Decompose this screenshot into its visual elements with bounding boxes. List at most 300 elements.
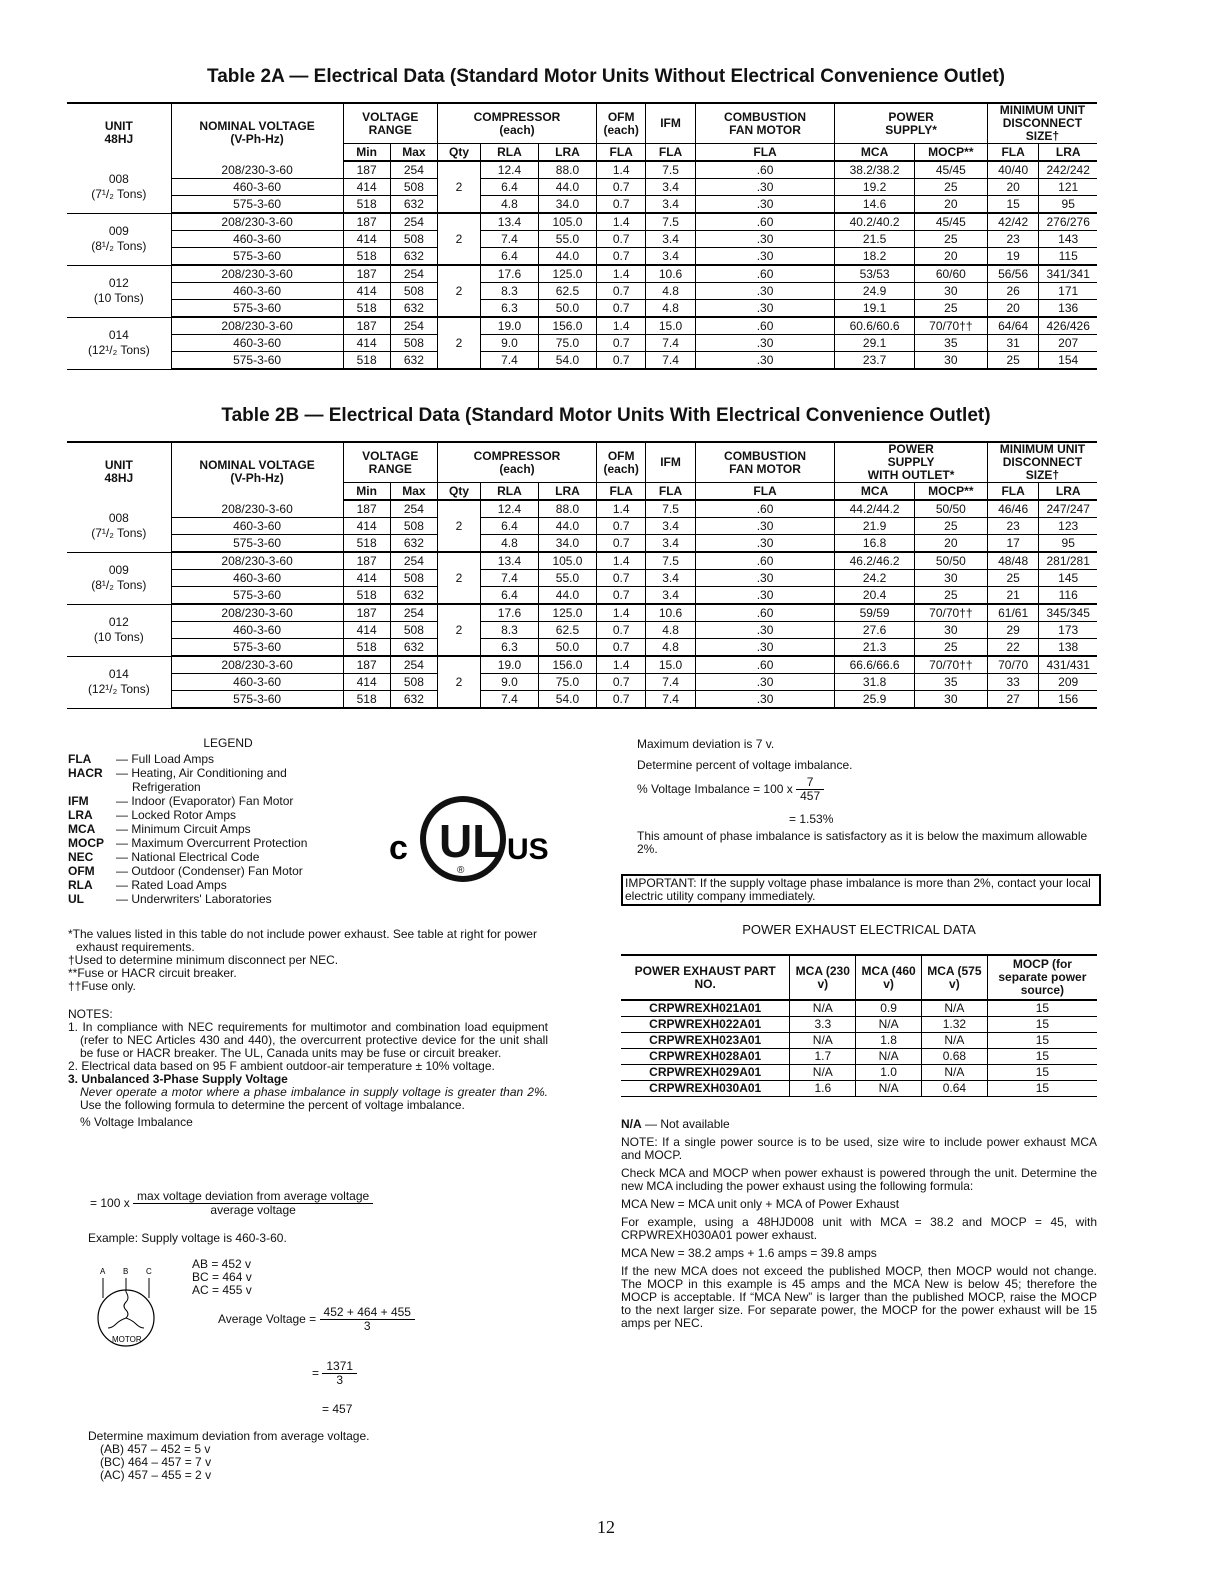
- ofm-fla-cell: 0.7: [596, 570, 645, 587]
- table-row: [67, 604, 1097, 622]
- lra-cell: 50.0: [538, 300, 596, 318]
- lra-cell: 44.0: [538, 518, 596, 535]
- ofm-fla-cell: 1.4: [596, 317, 645, 335]
- lra-cell: 105.0: [538, 552, 596, 570]
- ifm-fla-cell: 7.4: [646, 674, 695, 691]
- qty-cell: 2: [438, 317, 481, 369]
- combustion-fla-cell: .60: [695, 552, 835, 570]
- voltage-min-cell: 518: [343, 691, 390, 709]
- voltage-min-cell: 518: [343, 196, 390, 214]
- voltage-bc: BC = 464 v: [192, 1270, 252, 1284]
- rla-cell: 7.4: [480, 231, 538, 248]
- qty-cell: 2: [438, 265, 481, 317]
- part-number-cell: CRPWREXH021A01: [621, 1000, 790, 1017]
- rla-cell: 19.0: [480, 656, 538, 674]
- nominal-voltage-cell: 460-3-60: [171, 335, 343, 352]
- rla-cell: 6.3: [480, 639, 538, 657]
- nominal-voltage-cell: 575-3-60: [171, 639, 343, 657]
- deviation-heading: Determine maximum deviation from average voltage.: [88, 1429, 370, 1443]
- power-exhaust-value-cell: 0.9: [856, 1000, 922, 1017]
- power-exhaust-value-cell: 0.68: [921, 1049, 987, 1065]
- mca-cell: 59/59: [835, 604, 914, 622]
- voltage-max-cell: 508: [390, 231, 437, 248]
- table-row: [67, 179, 1097, 196]
- subheader-mocp: MOCP**: [914, 483, 987, 501]
- formula-numerator: max voltage deviation from average voltage: [133, 1190, 373, 1204]
- ofm-fla-cell: 0.7: [596, 300, 645, 318]
- imbalance-result: = 1.53%: [789, 812, 834, 826]
- subheader-mca: MCA: [835, 483, 914, 501]
- combustion-fla-cell: .60: [695, 265, 835, 283]
- table-2a-title: Table 2A — Electrical Data (Standard Motor Units Without Electrical Convenience Outlet): [207, 66, 1005, 87]
- mca-cell: 14.6: [835, 196, 914, 214]
- lra-cell: 54.0: [538, 691, 596, 709]
- lra-cell: 55.0: [538, 570, 596, 587]
- lra-cell: 34.0: [538, 196, 596, 214]
- rla-cell: 9.0: [480, 335, 538, 352]
- motor-diagram-icon: [86, 1262, 176, 1352]
- voltage-max-cell: 254: [390, 656, 437, 674]
- ifm-fla-cell: 7.5: [646, 552, 695, 570]
- part-number-cell: CRPWREXH030A01: [621, 1081, 790, 1097]
- voltage-min-cell: 187: [343, 604, 390, 622]
- power-exhaust-value-cell: N/A: [856, 1049, 922, 1065]
- voltage-max-cell: 508: [390, 283, 437, 300]
- voltage-max-cell: 254: [390, 161, 437, 179]
- nominal-voltage-cell: 208/230-3-60: [171, 552, 343, 570]
- mca-cell: 31.8: [835, 674, 914, 691]
- logo-c: c: [389, 829, 408, 867]
- voltage-max-cell: 508: [390, 179, 437, 196]
- subheader-lra: LRA: [538, 144, 596, 162]
- mca-cell: 44.2/44.2: [835, 500, 914, 518]
- table-row: [67, 691, 1097, 709]
- table-row: [67, 500, 1097, 518]
- lra-cell: 44.0: [538, 248, 596, 266]
- ifm-header: IFM: [646, 442, 695, 483]
- disconnect-lra-cell: 136: [1039, 300, 1097, 318]
- lra-cell: 125.0: [538, 604, 596, 622]
- qty-cell: 2: [438, 500, 481, 552]
- nominal-voltage-cell: 575-3-60: [171, 535, 343, 553]
- ofm-fla-cell: 0.7: [596, 518, 645, 535]
- mocp-cell: 35: [914, 335, 987, 352]
- mca-cell: 16.8: [835, 535, 914, 553]
- ifm-fla-cell: 7.5: [646, 161, 695, 179]
- nominal-voltage-cell: 575-3-60: [171, 587, 343, 605]
- footnote-double-star: **Fuse or HACR circuit breaker.: [68, 966, 237, 980]
- voltage-min-cell: 518: [343, 300, 390, 318]
- subheader-max: Max: [390, 144, 437, 162]
- subheader-lra: LRA: [538, 483, 596, 501]
- power-exhaust-value-cell: 1.32: [921, 1017, 987, 1033]
- ifm-fla-cell: 7.4: [646, 352, 695, 370]
- voltage-max-cell: 254: [390, 317, 437, 335]
- ifm-fla-cell: 7.4: [646, 335, 695, 352]
- subheader-fla: FLA: [596, 483, 645, 501]
- legend-abbr: OFM: [68, 864, 95, 878]
- legend-definition: — Locked Rotor Amps: [116, 808, 237, 822]
- ofm-fla-cell: 1.4: [596, 552, 645, 570]
- ifm-fla-cell: 7.5: [646, 500, 695, 518]
- part-number-cell: CRPWREXH022A01: [621, 1017, 790, 1033]
- compressor-header: COMPRESSOR (each): [438, 442, 597, 483]
- power-exhaust-header: MCA (460 v): [856, 955, 922, 1000]
- ifm-fla-cell: 3.4: [646, 196, 695, 214]
- power-exhaust-title: POWER EXHAUST ELECTRICAL DATA: [742, 922, 976, 937]
- legend-abbr: UL: [68, 892, 84, 906]
- subheader-fla: FLA: [987, 483, 1039, 501]
- disconnect-size-header: MINIMUM UNIT DISCONNECT SIZE†: [987, 442, 1097, 483]
- formula-prefix: = 100 x: [90, 1196, 130, 1210]
- mca-cell: 21.9: [835, 518, 914, 535]
- disconnect-lra-cell: 95: [1039, 535, 1097, 553]
- disconnect-fla-cell: 70/70: [987, 656, 1039, 674]
- voltage-max-cell: 508: [390, 622, 437, 639]
- ofm-fla-cell: 1.4: [596, 656, 645, 674]
- ofm-fla-cell: 0.7: [596, 335, 645, 352]
- table-row: [67, 196, 1097, 214]
- combustion-fla-cell: .60: [695, 317, 835, 335]
- table-row: [67, 570, 1097, 587]
- mca-cell: 46.2/46.2: [835, 552, 914, 570]
- disconnect-fla-cell: 23: [987, 518, 1039, 535]
- power-exhaust-header: POWER EXHAUST PART NO.: [621, 955, 790, 1000]
- voltage-max-cell: 254: [390, 552, 437, 570]
- note-3-body: [68, 1086, 548, 1112]
- imbalance-label: % Voltage Imbalance = 100 x: [637, 782, 793, 796]
- disconnect-fla-cell: 23: [987, 231, 1039, 248]
- ofm-fla-cell: 1.4: [596, 604, 645, 622]
- rla-cell: 6.4: [480, 587, 538, 605]
- legend-abbr: LRA: [68, 808, 93, 822]
- ofm-header: OFM (each): [596, 442, 645, 483]
- power-exhaust-value-cell: 1.6: [790, 1081, 856, 1097]
- qty-cell: 2: [438, 552, 481, 604]
- power-exhaust-value-cell: 1.7: [790, 1049, 856, 1065]
- disconnect-fla-cell: 42/42: [987, 213, 1039, 231]
- subheader-fla: FLA: [987, 144, 1039, 162]
- note-1: 1. In compliance with NEC requirements for multimotor and combination load equipment (refer to NEC Articles 430 and 440), the overcurrent protective device for the unit shall be fuse or HACR breaker. The UL, Canada units may be fuse or circuit breaker.: [68, 1020, 548, 1060]
- ifm-header: IFM: [646, 103, 695, 144]
- logo-ul: UL: [439, 815, 501, 867]
- nominal-voltage-cell: 208/230-3-60: [171, 656, 343, 674]
- rla-cell: 4.8: [480, 535, 538, 553]
- ofm-header: OFM (each): [596, 103, 645, 144]
- mca-cell: 53/53: [835, 265, 914, 283]
- final-mocp-text: If the new MCA does not exceed the published MOCP, then MOCP would not change. The MOCP in this example is 45 amps and the MCA New is below 45; therefore the MOCP is acceptable. If “MCA New” is larger than the published MOCP, raise the MOCP to the next larger size. For separate power, the MOCP for the power exhaust will be 15 amps per NEC.: [621, 1264, 1097, 1330]
- nominal-voltage-cell: 208/230-3-60: [171, 604, 343, 622]
- disconnect-lra-cell: 341/341: [1039, 265, 1097, 283]
- qty-cell: 2: [438, 604, 481, 656]
- ifm-fla-cell: 7.5: [646, 213, 695, 231]
- check-mca-text: Check MCA and MOCP when power exhaust is powered through the unit. Determine the new MCA including the power exhaust using the following formula:: [621, 1166, 1097, 1193]
- deviation-ab: (AB) 457 – 452 = 5 v: [100, 1442, 211, 1456]
- voltage-max-cell: 632: [390, 300, 437, 318]
- disconnect-fla-cell: 64/64: [987, 317, 1039, 335]
- satisfactory-text: This amount of phase imbalance is satisfactory as it is below the maximum allowable 2%.: [637, 829, 1088, 856]
- lra-cell: 156.0: [538, 656, 596, 674]
- disconnect-lra-cell: 426/426: [1039, 317, 1097, 335]
- voltage-min-cell: 414: [343, 518, 390, 535]
- mca-cell: 29.1: [835, 335, 914, 352]
- voltage-min-cell: 518: [343, 535, 390, 553]
- motor-label-b: B: [123, 1267, 129, 1276]
- lra-cell: 88.0: [538, 161, 596, 179]
- mocp-cell: 20: [914, 248, 987, 266]
- na-def: — Not available: [641, 1117, 730, 1131]
- voltage-min-cell: 187: [343, 161, 390, 179]
- ofm-fla-cell: 0.7: [596, 248, 645, 266]
- nominal-voltage-cell: 460-3-60: [171, 518, 343, 535]
- legend-abbr: MOCP: [68, 836, 104, 850]
- imbalance-numerator: 7: [796, 776, 824, 790]
- mocp-cell: 70/70††: [914, 317, 987, 335]
- ifm-fla-cell: 4.8: [646, 283, 695, 300]
- table-row: [621, 1049, 1097, 1065]
- combustion-fla-cell: .30: [695, 570, 835, 587]
- mocp-cell: 45/45: [914, 161, 987, 179]
- legend-definition: — Rated Load Amps: [116, 878, 227, 892]
- power-exhaust-value-cell: 15: [987, 1017, 1097, 1033]
- lra-cell: 62.5: [538, 283, 596, 300]
- unit-cell: 009 (8¹/₂ Tons): [67, 552, 171, 604]
- ofm-fla-cell: 0.7: [596, 639, 645, 657]
- sum-numerator: 1371: [322, 1360, 357, 1374]
- voltage-max-cell: 508: [390, 518, 437, 535]
- lra-cell: 62.5: [538, 622, 596, 639]
- unit-cell: 008 (7¹/₂ Tons): [67, 500, 171, 552]
- legend-item: [68, 822, 368, 836]
- combustion-fla-cell: .60: [695, 656, 835, 674]
- right-column-notes: [621, 1118, 1097, 1335]
- mocp-cell: 30: [914, 622, 987, 639]
- formula-denominator: average voltage: [210, 1203, 296, 1217]
- avg-numerator: 452 + 464 + 455: [320, 1306, 415, 1320]
- power-exhaust-value-cell: N/A: [790, 1000, 856, 1017]
- subheader-lra: LRA: [1039, 144, 1097, 162]
- disconnect-lra-cell: 116: [1039, 587, 1097, 605]
- voltage-max-cell: 254: [390, 500, 437, 518]
- disconnect-lra-cell: 115: [1039, 248, 1097, 266]
- ul-certification-logo: [383, 787, 549, 887]
- table-row: [67, 552, 1097, 570]
- lra-cell: 44.0: [538, 179, 596, 196]
- single-source-note: NOTE: If a single power source is to be used, size wire to include power exhaust MCA and MOCP.: [621, 1135, 1097, 1162]
- note-3-warning: Never operate a motor where a phase imbalance in supply voltage is greater than 2%.: [80, 1085, 548, 1099]
- disconnect-fla-cell: 20: [987, 300, 1039, 318]
- power-exhaust-table: [621, 954, 1097, 1097]
- legend-definition: — Heating, Air Conditioning and: [116, 766, 287, 780]
- table-row: [67, 300, 1097, 318]
- disconnect-lra-cell: 173: [1039, 622, 1097, 639]
- voltage-min-cell: 518: [343, 587, 390, 605]
- avg-label: Average Voltage =: [218, 1312, 317, 1326]
- mca-cell: 27.6: [835, 622, 914, 639]
- disconnect-fla-cell: 15: [987, 196, 1039, 214]
- mocp-cell: 25: [914, 300, 987, 318]
- sum-denominator: 3: [336, 1373, 344, 1387]
- disconnect-fla-cell: 21: [987, 587, 1039, 605]
- legend-caption: LEGEND: [203, 736, 253, 750]
- part-number-cell: CRPWREXH029A01: [621, 1065, 790, 1081]
- combustion-fla-cell: .30: [695, 639, 835, 657]
- table-row: [621, 1081, 1097, 1097]
- voltage-min-cell: 187: [343, 213, 390, 231]
- disconnect-lra-cell: 121: [1039, 179, 1097, 196]
- mca-cell: 60.6/60.6: [835, 317, 914, 335]
- ofm-fla-cell: 0.7: [596, 352, 645, 370]
- subheader-qty: Qty: [438, 483, 481, 501]
- voltage-max-cell: 632: [390, 639, 437, 657]
- disconnect-lra-cell: 154: [1039, 352, 1097, 370]
- voltage-min-cell: 187: [343, 265, 390, 283]
- table-row: [621, 1017, 1097, 1033]
- lra-cell: 125.0: [538, 265, 596, 283]
- rla-cell: 13.4: [480, 213, 538, 231]
- subheader-rla: RLA: [480, 483, 538, 501]
- lra-cell: 55.0: [538, 231, 596, 248]
- disconnect-fla-cell: 40/40: [987, 161, 1039, 179]
- combustion-fla-cell: .30: [695, 518, 835, 535]
- mca-cell: 24.2: [835, 570, 914, 587]
- sum-eq: =: [312, 1366, 320, 1380]
- voltage-max-cell: 632: [390, 691, 437, 709]
- legend-item: [68, 794, 368, 808]
- unit-cell: 009 (8¹/₂ Tons): [67, 213, 171, 265]
- disconnect-lra-cell: 145: [1039, 570, 1097, 587]
- table-row: [67, 231, 1097, 248]
- combustion-fla-cell: .30: [695, 674, 835, 691]
- mca-cell: 19.2: [835, 179, 914, 196]
- disconnect-fla-cell: 25: [987, 570, 1039, 587]
- mca-cell: 18.2: [835, 248, 914, 266]
- subheader-max: Max: [390, 483, 437, 501]
- mca-cell: 19.1: [835, 300, 914, 318]
- voltage-ab: AB = 452 v: [192, 1257, 252, 1271]
- subheader-fla: FLA: [695, 144, 835, 162]
- power-exhaust-value-cell: 15: [987, 1000, 1097, 1017]
- disconnect-fla-cell: 27: [987, 691, 1039, 709]
- note-3-rest: Use the following formula to determine the percent of voltage imbalance.: [80, 1098, 465, 1112]
- disconnect-fla-cell: 29: [987, 622, 1039, 639]
- ifm-fla-cell: 4.8: [646, 639, 695, 657]
- disconnect-fla-cell: 26: [987, 283, 1039, 300]
- disconnect-fla-cell: 17: [987, 535, 1039, 553]
- notes-heading: NOTES:: [68, 1007, 113, 1021]
- average-voltage-formula: [218, 1306, 518, 1333]
- ofm-fla-cell: 0.7: [596, 196, 645, 214]
- power-exhaust-header: MCA (575 v): [921, 955, 987, 1000]
- disconnect-lra-cell: 95: [1039, 196, 1097, 214]
- lra-cell: 105.0: [538, 213, 596, 231]
- footnote-star: *The values listed in this table do not include power exhaust. See table at right for power exhaust requirements.: [68, 927, 537, 954]
- legend-abbr: HACR: [68, 766, 103, 780]
- combustion-fan-header: COMBUSTION FAN MOTOR: [695, 103, 835, 144]
- voltage-min-cell: 187: [343, 500, 390, 518]
- voltage-max-cell: 632: [390, 196, 437, 214]
- combustion-fla-cell: .30: [695, 352, 835, 370]
- disconnect-fla-cell: 33: [987, 674, 1039, 691]
- nominal-voltage-cell: 208/230-3-60: [171, 265, 343, 283]
- determine-percent: Determine percent of voltage imbalance.: [637, 758, 853, 772]
- disconnect-lra-cell: 207: [1039, 335, 1097, 352]
- ofm-fla-cell: 0.7: [596, 587, 645, 605]
- legend-definition: Refrigeration: [132, 780, 201, 794]
- pct-imbalance-label: % Voltage Imbalance: [80, 1115, 193, 1129]
- table-row: [621, 1033, 1097, 1049]
- nominal-voltage-header: NOMINAL VOLTAGE (V-Ph-Hz): [171, 442, 343, 500]
- table-2b: [67, 441, 1097, 709]
- power-exhaust-header: MOCP (for separate power source): [987, 955, 1097, 1000]
- nominal-voltage-cell: 460-3-60: [171, 674, 343, 691]
- disconnect-fla-cell: 56/56: [987, 265, 1039, 283]
- power-exhaust-value-cell: 0.64: [921, 1081, 987, 1097]
- avg-denominator: 3: [363, 1319, 371, 1333]
- table-row: [67, 335, 1097, 352]
- disconnect-lra-cell: 156: [1039, 691, 1097, 709]
- ifm-fla-cell: 10.6: [646, 265, 695, 283]
- legend-item: [68, 780, 368, 794]
- disconnect-lra-cell: 209: [1039, 674, 1097, 691]
- disconnect-fla-cell: 46/46: [987, 500, 1039, 518]
- mocp-cell: 50/50: [914, 552, 987, 570]
- mca-cell: 38.2/38.2: [835, 161, 914, 179]
- mocp-cell: 70/70††: [914, 656, 987, 674]
- combustion-fla-cell: .30: [695, 283, 835, 300]
- combustion-fla-cell: .30: [695, 179, 835, 196]
- mocp-cell: 25: [914, 518, 987, 535]
- ifm-fla-cell: 15.0: [646, 317, 695, 335]
- nominal-voltage-cell: 460-3-60: [171, 622, 343, 639]
- qty-cell: 2: [438, 656, 481, 708]
- voltage-max-cell: 632: [390, 587, 437, 605]
- disconnect-fla-cell: 22: [987, 639, 1039, 657]
- ifm-fla-cell: 3.4: [646, 535, 695, 553]
- power-exhaust-value-cell: N/A: [856, 1017, 922, 1033]
- legend-item: [68, 752, 368, 766]
- legend-definition: — National Electrical Code: [116, 850, 260, 864]
- nominal-voltage-cell: 208/230-3-60: [171, 161, 343, 179]
- ifm-fla-cell: 3.4: [646, 570, 695, 587]
- mca-cell: 20.4: [835, 587, 914, 605]
- combustion-fla-cell: .30: [695, 196, 835, 214]
- voltage-min-cell: 518: [343, 248, 390, 266]
- mca-cell: 21.5: [835, 231, 914, 248]
- voltage-min-cell: 414: [343, 179, 390, 196]
- ofm-fla-cell: 0.7: [596, 622, 645, 639]
- power-exhaust-value-cell: 1.0: [856, 1065, 922, 1081]
- imbalance-calc: [637, 776, 937, 803]
- lra-cell: 156.0: [538, 317, 596, 335]
- legend-definition: — Indoor (Evaporator) Fan Motor: [116, 794, 294, 808]
- mca-cell: 24.9: [835, 283, 914, 300]
- nominal-voltage-cell: 575-3-60: [171, 691, 343, 709]
- voltage-min-cell: 414: [343, 283, 390, 300]
- qty-cell: 2: [438, 161, 481, 213]
- lra-cell: 50.0: [538, 639, 596, 657]
- unit-header: UNIT 48HJ: [67, 103, 171, 161]
- mocp-cell: 35: [914, 674, 987, 691]
- unit-cell: 008 (7¹/₂ Tons): [67, 161, 171, 213]
- nominal-voltage-cell: 208/230-3-60: [171, 317, 343, 335]
- unit-cell: 014 (12¹/₂ Tons): [67, 656, 171, 708]
- rla-cell: 7.4: [480, 691, 538, 709]
- power-exhaust-value-cell: N/A: [856, 1081, 922, 1097]
- voltage-min-cell: 414: [343, 231, 390, 248]
- mocp-cell: 20: [914, 196, 987, 214]
- power-exhaust-value-cell: N/A: [921, 1033, 987, 1049]
